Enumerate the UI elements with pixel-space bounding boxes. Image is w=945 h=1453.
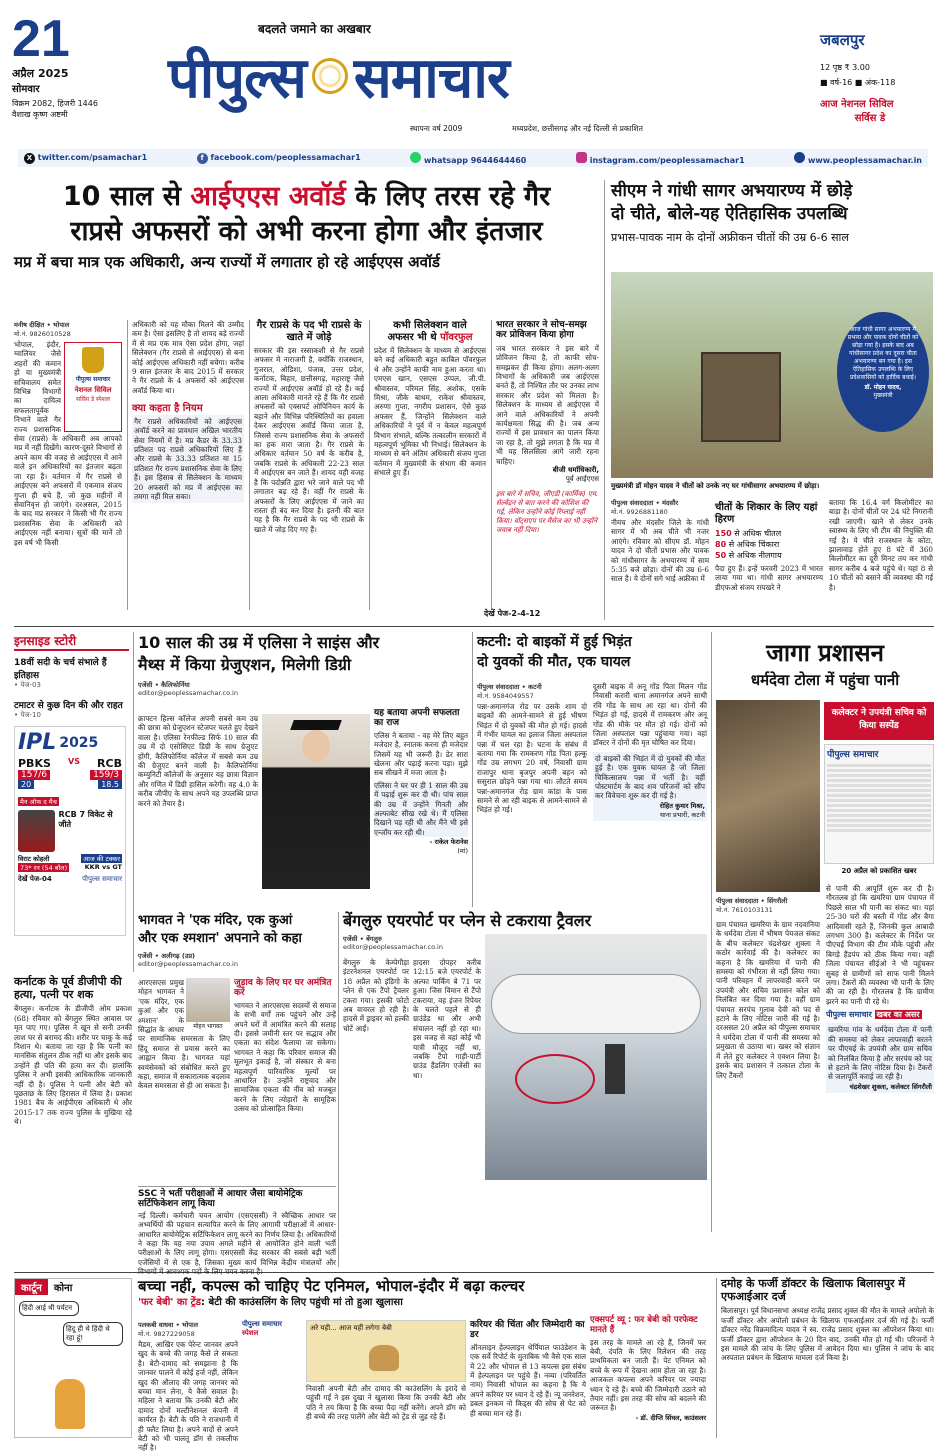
- ssc-headline: SSC ने भर्ती परीक्षाओं में आधार जैसा बायोमेट्रिक सर्टिफिकेशन लागू किया: [138, 1189, 303, 1210]
- ipl-year: 2025: [59, 734, 99, 751]
- cheetah-subhead: प्रभास-पावक नाम के दोनों अफ्रीकन चीतों की उम्र 6-6 साल: [611, 231, 849, 244]
- pet-col2: निवासी अपनी बेटी और दामाद की काउंसलिंग के इरादे से पहुंची गईं ने इस दुखा ने खुलासा किया कि उनकी बेटी और पति ने तय किया है कि बच्चा पैदा नहीं करेंगे। अपने डॉग को ही बच्चे की तरह पालेंगे और बेटी को ट्रेंड से जुड़ रहे हैं।: [306, 1384, 466, 1422]
- katni-headline: कटनी: दो बाइकों में हुई भिड़ंत दो युवकों की मौत, एक घायल: [477, 634, 632, 670]
- lead-col2-text: अधिकारी को यह मौका मिलने की उम्मीद कम है। ऐसा इसलिए है तो शायद बड़े राज्यों में से मप्र एक मात्र ऐसा प्रदेश होगा, जहां सिलेक्शन (गैर राप्रसे से आईएएस) से बना कोई आईएएस अधिकारी नहीं बचेगा। करीब 9 साल इंतजार के बाद 2015 में सरकार ने गैर राप्रसे के 4 अफसरों को आईएएस अवॉर्ड किया था।: [132, 320, 244, 395]
- damoh-story: दमोह के फर्जी डॉक्टर के खिलाफ बिलासपुर में एफआईआर दर्ज बिलासपुर। पूर्व विधानसभा अध्यक्ष राजेंद्र प्रसाद शुक्ल की मौत के मामले अपोलो के फर्जी डॉक्टर और अपोलो प्रबंधन के खिलाफ एफआईआर दर्ज की गई है। फर्जी डॉक्टर नरेंद्र विक्रमादित्य यादव ने स्व. राजेंद्र प्रसाद शुक्ल का ऑपरेशन किया था। फर्जी डॉक्टर द्वारा ऑपरेशन के 20 दिन बाद, उनकी मौत हो गई थी। परिजनों ने इस मामले की जांच के लिए पुलिस में आवेदन दिया था। पुलिस ने जांच के बाद अस्पताल प्रबंधन के खिलाफ मामला दर्ज किया है।: [716, 1278, 934, 1438]
- elisa-sidebar: यह बताया अपनी सफलता का राज एलिस ने बताया - वह मेरे लिए बहुत मजेदार है, स्नातक करना ही मजेदार जिसमें यह भी जरूरी है। ढेर सारा खेलना और पढ़ाई करना पड़ा। मुझे सब सीखने में मजा आता है। एलिसा ने घर पर ही 1 साल की उम्र में पढ़ाई शुरू कर दी थी। पांच साल की उम्र में उन्होंने गिनती और अल्फाबेट सीख रखे थे। मैं एलिसा दिखाने पड़ रही थी और मैंने भी इसे एन्जॉय कर रही थी। - राकेल फेरानेस (मां): [374, 708, 468, 856]
- tagline: बदलते जमाने का अखबार: [258, 22, 371, 36]
- volume-issue: ■ वर्ष-16 ■ अंक-118: [820, 78, 896, 87]
- lead-continue[interactable]: देखें पेज-2-4-12: [484, 609, 541, 618]
- ipl-player-row2: 73* रन (54 बॉल) KKR vs GT: [20, 863, 122, 872]
- bhagwat-headline: भागवत ने 'एक मंदिर, एक कुआं और एक श्मशान' अपनाने को कहा: [138, 913, 302, 946]
- logo-emblem-icon: [312, 58, 348, 94]
- cheetah-col1: पीपुल्स संवाददाता • मंदसौर मो.नं. 9926881180 नीमच और मंदसौर जिले के गांधी सागर में भी अब चीते भी नजर आएंगे। रविवार को सीएम डॉ. मोहन यादव ने दो चीतों प्रभास और पावक को गांधीसागर के अभयारण्य में साम 5:35 बजे छोड़ा। दोनों की उम्र 6-6 साल है। ये दोनों सगे भाई अफ्रीका में: [611, 499, 709, 584]
- plane-headline: बेंगलुरु एयरपोर्ट पर प्लेन से टकराया ट्रैवलर: [343, 911, 592, 930]
- issue: अंक-118: [864, 78, 896, 87]
- lead-col1: [14, 320, 122, 620]
- admin-col2: से पानी की आपूर्ति शुरू कर दी है। गौरतलब हो कि खमरिया ग्राम पंचायत में पिछले साल भी पानी का संकट था। यहां 25-30 घरों की बस्ती में गोंड और बैगा आदिवासी रहते हैं, जिनकी कुल आबादी लगभग 300 है। कलेक्टर के निर्देश पर पीएचई विभाग की टीम मौके पहुंची और बिगड़े हैंडपंप को ठीक किया गया। वहीं जिला पंचायत सीईओ ने भी पहुंचकर सुबह से ग्रामीणों को साफ पानी मिलने लगा। टैंकरों की व्यवस्था भी पानी के लिए की जा रही है। गौरतलब है कि ग्रामीण झरने का पानी पी रहे थे। पीपुल्स समाचार खबर का असर खमरिया गांव के धर्मदेवा टोला में पानी की समस्या को लेकर लापरवाही बरतने पर पीएचई के उपयंत्री और ग्राम सचिव को निलंबित किया है और सरपंच को पद से हटाने के लिए नोटिस दिया है। टैंकरों से जलापूर्ति कराई जा रही है। चंद्रशेखर शुक्ला, कलेक्टर सिंगरौली: [826, 884, 934, 1091]
- col5-sign1: बीजी धर्माधिकारी,: [552, 465, 599, 474]
- pet-col3: करियर की चिंता और जिम्मेदारी का डर ऑनलाइन हेल्पलाइन थेर्पियाल फाउंडेशन के एक सर्वे रिपोर्ट के मुताबिक भी वैसे एक साल में 22 और भोपाल से 13 कपल्स इस संबंध में हेल्पलाइन पर पहुंचे हैं। नव्या (परिवर्तित नाम) निवासी भोपाल का कहना है कि ये अपने करियर पर ध्यान दे रहे हैं। न्यू जनरेशन, डबल इनकम नो किड्स की सोच से पेट को ही बच्चा मान रहे हैं।: [470, 1320, 586, 1418]
- lead-col3-heading: गैर राप्रसे के पद भी राप्रसे के खाते में जोड़े: [256, 320, 362, 343]
- ipl-header: [18, 730, 122, 755]
- cheetah-col3: बताया कि 16.4 वर्ग किलोमीटर का बाड़ा है। दोनों चीतों पर 24 घंटे निगरानी रखी जाएगी। खाने से लेकर उनके स्वास्थ्य के लिए भी टीम की नियुक्ति की गई है। ये चीते राजस्थान के कोटा, झालावाड़ होते हुए 8 घंटे में 360 किलोमीटर का दूरी मिनट तय कर गांधी सागर करीब 4 बजे पहुंचे थे। यहां 8 से 10 चीतों को बसाने की व्यवस्था की गई है।: [829, 498, 933, 592]
- facebook-link[interactable]: f facebook.com/peoplessamachar1: [197, 153, 361, 164]
- admin-headline2: धर्मदेवा टोला में पहुंचा पानी: [750, 670, 900, 689]
- katni-col1: पीपुल्स संवाददाता • कटनी मो.नं. 9584049557 पन्ना-अमानगंज रोड पर उसके शाम दो बाइकों की आमने-सामने से हुई भीषण भिड़ंत में दो युवकों की मौत हो गई। हादसे में गंभीर घायल का इलाज जिला अस्पताल पन्ना में चल रहा है। घटना के संबंध में बताया गया कि रामकरण गोंड पिता हल्कू गोंड उम्र लगभग 20 वर्ष, निवासी ग्राम राजापुर थाना बृजपुर अपनी बहन को ससुराल छोड़ने पन्ना गया था। लौटते समय पन्ना-अमानगंज रोड़ ग्राम कांडा के पास सामने से आ रही बाइक से आमने-सामने से भिड़ंत हो गई।: [477, 683, 587, 815]
- instagram-link[interactable]: instagram.com/peoplessamachar1: [576, 152, 745, 165]
- lead-col5-heading: भारत सरकार ने सोच-समझ कर प्रोविजन किया होगा: [496, 320, 587, 341]
- bhagwat-col1: मोहन भागवत आरएसएस प्रमुख मोहन भागवत ने 'एक मंदिर, एक कुआं और एक श्मशान' के सिद्धांत के आधार पर सामाजिक समरसता के लिए हिंदू समाज से प्रयास करने का आह्वान किया है। भागवत यहां स्वयंसेवकों को संबोधित करते हुए कहा, समाज में सकारात्मक बदलाव केवल समरसता से ही आ सकता है।: [138, 978, 230, 1091]
- lead-mobile: मो.नं. 9826010528: [14, 330, 71, 338]
- ipl-box: IPL 2025 PBKS VS RCB 157/6 159/3 20 18.5 मैन ऑफ द मैच RCB 7 विकेट से जीते विराट कोहली आज की टक्कर 73* रन (54 बॉल) KKR vs GT देखें पेज-04 पीपुल्स समाचार: [14, 726, 126, 936]
- date-weekday: सोमवार: [12, 84, 40, 95]
- admin-clip-label: 20 अप्रैल को प्रकाशित खबर: [841, 867, 917, 875]
- plane-fuselage: [491, 974, 701, 1034]
- instagram-icon: [576, 152, 587, 163]
- katni-story: [477, 632, 707, 907]
- prey-row: 80 से अधिक चिंकारा: [715, 540, 780, 549]
- cheetah-col1-text: नीमच और मंदसौर जिले के गांधी सागर में भी अब चीते भी नजर आएंगे। रविवार को सीएम डॉ. मोहन यादव ने दो चीतों प्रभास और पावक को गांधीसागर के अभयारण्य में साम 5:35 बजे छोड़ा। दोनों की उम्र 6-6 साल है। ये दोनों सगे भाई अफ्रीका में: [611, 518, 709, 584]
- rule-heading: क्या कहता है नियम: [132, 403, 203, 415]
- cartoon-box: कार्टून कोना हिंदी आई थी पर्यटन हिंदू ही थे हिंदी थे रहा हूं!: [14, 1278, 132, 1438]
- elisa-photo: [262, 714, 370, 889]
- lead-col3-text: सरकार की इस रस्साकशी से गैर राप्रसे अफसर मे नाराजगी है, क्योंकि राजस्थान, गुजरात, ओडिशा, पंजाब, उत्तर प्रदेश, कर्नाटक, बिहार, छत्तीसगढ़, महाराष्ट्र जैसे राज्यों में आईएएस अवॉर्ड हो रहे हैं। कई आला अधिकारी मानते रहे हैं कि गैर राप्रसे अफसरों को एक्सपर्ट ओपिनियन कार्य के बहाने और विभिन्न परिस्थितियों का हवाला देकर आईएएस अवॉर्ड किया जाता है, जिससे राज्य प्रशासनिक सेवा के अफसरों का हक मारा जाता है। गैर राप्रसे के अधिकार वर्तमान 50 वर्ष के करीब है, जबकि राप्रसे के अधिकारी 22-23 साल में आईएएस बन जाते हैं। शायद यही वजह है कि पदोन्नति द्वारा भरे जाने वाले पद भी लगातार बढ़ रहे हैं। वहीं गैर राप्रसे के अफसरों के लिए आईएएस में जाने का रास्ता ही बंद कर दिया है। इतनी की बात यह है कि गैर राप्रसे के पद भी राप्रसे के खाते में जोड़ दिए गए हैं।: [254, 346, 364, 534]
- admin-clipping: पीपुल्स समाचार: [824, 744, 934, 864]
- ipl-scores: 157/6 159/3: [18, 770, 122, 780]
- inside-item2[interactable]: टमाटर से कुछ दिन की और राहत • पेज-10: [14, 701, 123, 719]
- twitter-link[interactable]: X twitter.com/psamachar1: [24, 153, 147, 164]
- pet-cartoon: अरे यही... आज यहीं लगेगा बेबी: [306, 1320, 466, 1382]
- founded: स्थापना वर्ष 2009: [410, 124, 463, 133]
- ipl-teams: PBKS VS RCB: [18, 757, 122, 770]
- website-link[interactable]: www.peoplessamachar.in: [794, 152, 922, 165]
- plane-story: बेंगलुरु एयरपोर्ट पर प्लेन से टकराया ट्रैवलर एजेंसी • बेंगलुरु editor@peoplessamachar.co.in बेंगलुरु के केम्पेगौड़ा इंटरनेशनल एयरपोर्ट पर 18 अप्रैल को इंडिगो के प्लेन से एक टैंपो ट्रैवलर टकरा गया। इसकी फोटो अब वायरल हो रही है। हादसे में ड्राइवर को हल्की चोटें आईं। हादसा दोपहर करीब 12:15 बजे एयरपोर्ट के अल्फा पार्किंग बे 71 पर हुआ। जिस विमान से टैंपो टकराया, वह इंजन रिपेयर के चलते पहले से ही ग्राउंडेड था और अभी संचालन नहीं हो रहा था। इस वजह से वहां कोई भी यात्री मौजूद नहीं था, जबकि टैंपो गाड़ी-पार्टी ग्राउंड हैंडलिंग एजेंसी का था।: [343, 912, 707, 1182]
- lead-subhead: मप्र में बचा मात्र एक अधिकारी, अन्य राज्यों में लगातार हो रहे आईएएस अवॉर्ड: [14, 253, 440, 271]
- ipl-player-row: विराट कोहली आज की टक्कर: [18, 855, 120, 863]
- face: [302, 730, 330, 762]
- graduation-cap-icon: [290, 720, 342, 730]
- pet-col1: पलकबी वाधवा • भोपाल मो.नं. 9827229058 मैडम, आखिर एक पेरेन्ट जानवर अपने खुद के बच्चे की जगह कैसे ले सकता है। बेटी-दामाद को समझाना है कि जानवर पालने में कोई हर्ज नहीं, लेकिन खुद की औलाद की जगह जानवर को बच्चा मान लेना, ये कैसे सवाल है। महिला ने बताया कि उनकी बेटी और दामाद दोनों मल्टीनेशनल कंपनी में कार्यरत हैं। बेटी के पति ने राजधानी में ही फ्लैट लिया है। अपने वादों से अपने बेटी को भी पालतू डॉग से तकलीफ नहीं है।: [138, 1321, 238, 1453]
- title-right: समाचार: [353, 46, 509, 111]
- lead-col2: [132, 320, 244, 620]
- admin-col1: ग्राम पंचायत खमरिया के ग्राम नदवानिया के धर्मदेवा टोला में भीषण पेयजल संकट के बीच कलेक्टर चंद्रशेखर शुक्ला ने कठोर कार्रवाई की है। कलेक्टर का कहना है कि खमरिया में पानी की समस्या को गंभीरता से नहीं लिया गया। पानी परिवहन में लापरवाही करने पर उपयंत्री और सचिव प्रशासन कोल को निलंबित कर दिया गया है। वहीं ग्राम पंचायत सरपंच गुलाब देवी को पद से हटाने के लिए नोटिस जारी की गई है। दरअसल 20 अप्रैल को पीपुल्स समाचार ने धर्मदेवा टोला में पानी की समस्या को प्रमुखता से उठाया था। खबर को संज्ञान में लेते हुए कलेक्टर ने एक्शन लिया है। इसके बाद प्रशासन ने तत्काल टोला के लिए टैंकरों: [716, 920, 820, 1080]
- admin-collector-box: खमरिया गांव के धर्मदेवा टोला में पानी की समस्या को लेकर लापरवाही बरतने पर पीएचई के उपयंत्री और ग्राम सचिव को निलंबित किया है और सरपंच को पद से हटाने के लिए नोटिस दिया है। टैंकरों से जलापूर्ति कराई जा रही है। चंद्रशेखर शुक्ला, कलेक्टर सिंगरौली: [828, 1025, 932, 1091]
- globe-icon: [794, 152, 805, 163]
- admin-headline: जागा प्रशासन: [766, 639, 884, 667]
- cheetah-quote-bubble: आज गांधी सागर अभयारण्य में प्रभास और पावक दोनों चीतों को छोड़ा गया है। इसके बाद अब गांधीसागर प्रदेश का दूसरा चीता अभयारण्य बन गया है। इस ऐतिहासिक उपलब्धि के लिए प्रदेशवासियों को हार्दिक बधाई। डॉ. मोहन यादव, मुख्यमंत्री: [837, 312, 929, 432]
- title-left: पीपुल्स: [168, 46, 306, 111]
- lead-headline-line2: राप्रसे अफसरों को अभी करना होगा और इंतजार: [70, 216, 543, 247]
- ipl-logo: IPL: [18, 730, 57, 755]
- date-samvat: विक्रम 2082, हिजरी 1446: [12, 99, 98, 108]
- date-block: [12, 10, 122, 144]
- karnataka-story: कर्नाटक के पूर्व डीजीपी की हत्या, पत्नी पर शक बेंगलुरु। कर्नाटक के डीजीपी ओम प्रकाश (68) रविवार को बेंगलुरु स्थित आवास पर मृत पाए गए। पुलिस ने खून से सनी उनकी लाश घर से बरामद की। शरीर पर चाकू के कई निशान थे। बताया जा रहा है कि पत्नी का मानसिक संतुलन ठीक नहीं था और इसके बाद उन्होंने ही पति की हत्या कर दी। हालांकि पुलिस ने अभी इसकी आधिकारिक जानकारी नहीं दी है। पुलिस ने पत्नी और बेटी को पूछताछ के लिए हिरासत में लिया है। प्रकाश 1981 बैच के आईपीएस अधिकारी थे और 2015-17 तक राज्य पुलिस के मुखिया रहे थे।: [14, 975, 132, 1127]
- clipping-text-lines: [827, 764, 931, 834]
- today-line1: आज नेशनल सिविल: [820, 99, 894, 110]
- cartoon-header: कार्टून कोना: [15, 1279, 131, 1295]
- elisa-headline: 10 साल की उम्र में एलिसा ने साइंस और मैथ्स में किया ग्रेजुएशन, मिलेगी डिग्री: [138, 633, 380, 674]
- player-photo: [18, 810, 55, 852]
- admin-story: [716, 640, 934, 1240]
- plane-wheel: [605, 1044, 625, 1094]
- ssc-content: SSC ने भर्ती परीक्षाओं में आधार जैसा बायोमेट्रिक सर्टिफिकेशन लागू किया नई दिल्ली। कर्मचारी चयन आयोग (एसएससी) ने स्वैच्छिक आधार पर अभ्यर्थियों की पहचान सत्यापित करने के लिए आगामी परीक्षाओं में आधार-आधारित बायोमेट्रिक सर्टिफिकेशन लागू करने का निर्णय लिया है। अधिकारियों ने कहा कि यह नया उपाय अगले महीने से आयोजित होने वाली भर्ती परीक्षाओं के लिए लागू होगा। एसएससी केंद्र सरकार की सबसे बड़ी भर्ती एजेंसियों में से एक है, जिसका मुख्य कार्य विभिन्न केंद्रीय मंत्रालयों और विभागों में आवश्यक पदों के लिए चयन करना है।: [138, 1186, 336, 1270]
- inside-item1[interactable]: 18वीं सदी के चर्च संभाले हैं इतिहास • पेज-03: [14, 658, 107, 689]
- lead-col1-text: भोपाल, इंदौर, ग्वालियर जैसे शहरों की कमान हो या मुख्यमंत्री सचिवालय समेत विभिन्न विभागों का दायित्व सफलतापूर्वक निभाने वाले गैर राज्य प्रशासनिक सेवा (राप्रसे) के अधिकारी अब आपको मप्र में नहीं दिखेंगे। कारण-दूसरे विभागों से अपने काम की वजह से आईएएस में आने वाले इन अधिकारियों का इंतजार बढ़ता जा रहा है। वर्तमान में गैर राप्रसे से आईएएस बने अफसरों में एकमात्र संजय गुप्ता ही बचे हैं, जो कुछ महीनों में सेवानिवृत्त हो जाएंगे। दरअसल, 2015 के बाद मप्र सरकार ने किसी भी गैर राज्य प्रशासनिक सेवा के अधिकारी को आईएएस नहीं बनाया। सूत्रों की मानें तो इस वर्ष भी किसी: [14, 340, 122, 547]
- plane-photo: [485, 934, 707, 1180]
- col5-sign2: पूर्व आईएएस: [565, 474, 599, 483]
- pet-badge: पीपुल्स समाचार स्पेशल: [242, 1320, 283, 1337]
- pet-columns: [138, 1315, 706, 1453]
- katni-police-box: दो बाइकों की भिड़ंत में दो युवकों की मौत हुई है। एक युवक घायल है जो जिला चिकित्सालय पन्ना में भर्ती है। वहीं पोस्टमार्टम के बाद शव परिजनों को सौंप कर विवेचना शुरू कर दी गई है। रोहित कुमार मिश्रा, थाना प्रभारी, कटनी: [595, 753, 705, 819]
- lead-headline: 10 साल से आईएएस अवॉर्ड के लिए तरस रहे गैर: [62, 181, 551, 212]
- admin-byline: पीपुल्स संवाददाता • सिंगरौली मो.नं. 7610103131: [716, 897, 788, 914]
- lead-col4-text: प्रदेश में सिलेक्शन के माध्यम से आईएएस बने कई अधिकारी बहुत काबिल पॉवरफुल थे और उन्होंने काफी नाम हुआ करता था। एमएस खान, एसएस उप्पल, जी.पी. श्रीवास्तव, परिमल सिंह, अशोक, एसके मिश्रा, जीके बाथम, राकेश श्रीवास्तव, अरुणा गुप्ता, नगरीय प्रशासन, ऐसे कुछ अफसर हैं, जिन्होंने सिलेक्शन वाले अधिकारियों ने पूर्व में न केवल महत्वपूर्ण विभाग संभाले, बल्कि तत्कालीन सरकारों में महत्वपूर्ण भूमिका भी निभाई। सिलेक्शन के माध्यम से बने अंतिम अधिकारी संजय गुप्ता वर्तमान में मुख्यमंत्री के संभाग की कमान संभाले हुए हैं।: [374, 346, 486, 478]
- edition-info: [820, 30, 940, 130]
- date-tithi: वैशाख कृष्ण अष्टमी: [12, 110, 68, 119]
- dog-icon: [369, 1345, 399, 1371]
- bhagwat-photo: मोहन भागवत: [186, 978, 230, 1030]
- date-day: 21: [12, 10, 70, 68]
- published-from: मध्यप्रदेश, छत्तीसगढ़ और नई दिल्ली से प्रकाशित: [512, 124, 643, 133]
- masthead-title: [168, 36, 778, 116]
- bhagwat-story: भागवत ने 'एक मंदिर, एक कुआं और एक श्मशान' अपनाने को कहा एजेंसी • अलीगढ़ (उप्र) editor@peoplessamachar.co.in मोहन भागवत आरएसएस प्रमुख मोहन भागवत ने 'एक मंदिर, एक कुआं और एक श्मशान' के सिद्धांत के आधार पर सामाजिक समरसता के लिए हिंदू समाज से प्रयास करने का आह्वान किया है। भागवत यहां स्वयंसेवकों को संबोधित करते हुए कहा, समाज में सकारात्मक बदलाव केवल समरसता से ही आ सकता है। जुड़ाव के लिए घर घर अमंत्रित करें भागवत ने आरएसएस सदस्यों से समाज के सभी वर्गों तक पहुंचने और उन्हें अपने घरों में आमंत्रित करने की सलाह दी। इससे जमीनी स्तर पर सद्भाव और एकता का संदेश फैलाया जा सकेगा। भागवत ने कहा कि परिवार समाज की मूलभूत इकाई है, जो संस्कार से बना महत्वपूर्ण पारिवारिक मूल्यों पर आधारित है। उन्होंने राष्ट्रवाद और सामाजिक एकता की नींव को मजबूत करने के लिए त्योहारों के सामूहिक उत्सव को प्रोत्साहित किया।: [138, 912, 336, 1267]
- cheetah-headline: सीएम ने गांधी सागर अभयारण्य में छोड़े दो चीते, बोले-यह ऐतिहासिक उपलब्धि: [611, 181, 853, 224]
- whatsapp-link[interactable]: whatsapp 9644644460: [410, 152, 526, 165]
- lead-byline: मनीष दीक्षित • भोपाल: [14, 321, 70, 329]
- elisa-story: 10 साल की उम्र में एलिसा ने साइंस और मैथ्स में किया ग्रेजुएशन, मिलेगी डिग्री एजेंसी • कैलिफोर्निया editor@peoplessamachar.co.in क्राफ्टन हिल्स कॉलेज अपनी सबसे कम उम्र की छात्रा को ग्रेजुएशन स्टेजपर चलते हुए देखने वाला है। एलिसा रेनफील्ड सिर्फ 10 साल की उम्र में दो एसोसिएट डिग्री के साथ ग्रेजुएट होंगी, कैलिफोर्निया कॉलेज में सबसे कम उम्र की ग्रेजुएट बनने वाली है। कैलिफोर्निया कम्युनिटी कॉलेजों के अनुसार यह छात्रा विज्ञान और गणित में डिग्री हासिल करेगी। वह 4.0 के करीब जीपीए के साथ अपने यह उपलब्धि प्राप्त करने को तैयार है। यह बताया अपनी सफलता का राज एलिस ने बताया - वह मेरे लिए बहुत मजेदार है, स्नातक करना ही मजेदार जिसमें यह भी जरूरी है। ढेर सारा खेलना और पढ़ाई करना पड़ा। मुझे सब सीखने में मजा आता है। एलिसा ने घर पर ही 1 साल की उम्र में पढ़ाई शुरू कर दी थी। पांच साल की उम्र में उन्होंने गिनती और अल्फाबेट सीख रखे थे। मैं एलिसा दिखाने पड़ रही थी और मैंने भी इसे एन्जॉय कर रही थी। - राकेल फेरानेस (मां): [138, 632, 468, 907]
- highlight-circle: [515, 1054, 595, 1104]
- prey-row: 150 से अधिक चीतल: [715, 529, 782, 538]
- lead-col4: [374, 320, 486, 620]
- social-bar: [18, 149, 928, 167]
- lead-col5: [496, 320, 599, 620]
- inside-story-title: इनसाइड स्टोरी: [14, 632, 129, 651]
- damoh-headline: दमोह के फर्जी डॉक्टर के खिलाफ बिलासपुर में एफआईआर दर्ज: [721, 1277, 905, 1303]
- admin-impact-badge: पीपुल्स समाचार खबर का असर: [826, 1010, 920, 1020]
- lead-col3: [254, 320, 364, 620]
- today-line2: सर्विस डे: [854, 113, 886, 124]
- cartoon-figure: [55, 1379, 85, 1429]
- admin-suspend-box: कलेक्टर ने उपयंत्री सचिव को किया सस्पेंड: [824, 702, 934, 740]
- cheetah-caption: मुख्यमंत्री डॉ मोहन यादव ने चीतों को उनके नए घर गांधीसागर अभयारण्य में छोड़ा।: [611, 482, 820, 490]
- karnataka-headline: कर्नाटक के पूर्व डीजीपी की हत्या, पत्नी पर शक: [14, 975, 122, 1001]
- left-sidebar: [14, 632, 129, 972]
- ipl-footer: देखें पेज-04 पीपुल्स समाचार: [18, 875, 122, 883]
- cheetah-crate: [701, 352, 781, 442]
- col5-note: इस बारे में सचिव, जीएडी (कार्मिक) एम. सेल्वेंद्रन से बात करने की कोशिश की गई, लेकिन उन्होंने कोई रिप्लाई नहीं किया। वॉट्सएप पर मैसेज का भी उन्होंने जवाब नहीं दिया।: [496, 489, 599, 534]
- ipl-overs: 20 18.5: [18, 780, 122, 789]
- vs-icon: VS: [68, 757, 80, 766]
- pages-price: 12 पृष्ठ ₹ 3.00: [820, 63, 870, 72]
- x-icon: X: [24, 153, 35, 164]
- elisa-col1: क्राफ्टन हिल्स कॉलेज अपनी सबसे कम उम्र की छात्रा को ग्रेजुएशन स्टेजपर चलते हुए देखने वाला है। एलिसा रेनफील्ड सिर्फ 10 साल की उम्र में दो एसोसिएट डिग्री के साथ ग्रेजुएट होंगी, कैलिफोर्निया कॉलेज में सबसे कम उम्र की ग्रेजुएट बनने वाली है। कैलिफोर्निया कम्युनिटी कॉलेजों के अनुसार यह छात्रा विज्ञान और गणित में डिग्री हासिल करेगी। वह 4.0 के करीब जीपीए के साथ अपने यह उपलब्धि प्राप्त करने को तैयार है।: [138, 714, 258, 808]
- pet-subhead: 'फर बेबी' का ट्रेंड: बेटी की काउंसलिंग के लिए पहुंची मां तो हुआ खुलासा: [138, 1297, 403, 1309]
- cheetah-prey-box: चीतों के शिकार के लिए यहां हिरण 150 से अधिक चीतल 80 से अधिक चिंकारा 50 से अधिक नीलगाय पैदा हुए हैं। इन्हें फरवरी 2023 में भारत लाया गया था। गांधी सागर अभयारण्य डीएफओ संजय रायखरे ने: [715, 502, 823, 592]
- cheetah-photo: [611, 272, 933, 478]
- volume: वर्ष-16: [830, 78, 853, 87]
- rule-text: गैर राप्रसे अधिकारियों को आईएएस अवॉर्ड करने का प्रावधान अखिल भारतीय सेवा नियमों में है। मप्र कैडर के 33.33 प्रतिशत पद राप्रसे अधिकारियों लिए हैं और राप्रसे के 33.33 प्रतिशत या 15 प्रतिशत गैर राज्य प्रशासनिक सेवा के लिए हैं। इस हिसाब से सिलेक्शन के माध्यम 20 अफसरों को मप्र में आईएएस का तमगा नहीं मिल सका।: [132, 415, 244, 504]
- whatsapp-icon: [410, 152, 421, 163]
- prey-row: 50 से अधिक नीलगाय: [715, 551, 782, 560]
- bhagwat-col2: जुड़ाव के लिए घर घर अमंत्रित करें भागवत ने आरएसएस सदस्यों से समाज के सभी वर्गों तक पहुंचने और उन्हें अपने घरों में आमंत्रित करने की सलाह दी। इससे जमीनी स्तर पर सद्भाव और एकता का संदेश फैलाया जा सकेगा। भागवत ने कहा कि परिवार समाज की मूलभूत इकाई है, जो संस्कार से बना महत्वपूर्ण पारिवारिक मूल्यों पर आधारित है। उन्होंने राष्ट्रवाद और सामाजिक एकता की नींव को मजबूत करने के लिए त्योहारों के सामूहिक उत्सव को प्रोत्साहित किया।: [234, 978, 336, 1114]
- cheetah-story: [604, 180, 934, 620]
- emblem-icon: [82, 347, 104, 373]
- facebook-icon: f: [197, 153, 208, 164]
- masthead: [0, 0, 945, 146]
- admin-photo: [716, 700, 820, 892]
- edition-city: जबलपुर: [820, 31, 865, 49]
- plane-col2: हादसा दोपहर करीब 12:15 बजे एयरपोर्ट के अल्फा पार्किंग बे 71 पर हुआ। जिस विमान से टैंपो टकराया, वह इंजन रिपेयर के चलते पहले से ही ग्राउंडेड था और अभी संचालन नहीं हो रहा था। इस वजह से वहां कोई भी यात्री मौजूद नहीं था, जबकि टैंपो गाड़ी-पार्टी ग्राउंड हैंडलिंग एजेंसी का था।: [413, 958, 481, 1080]
- plane-col1: बेंगलुरु के केम्पेगौड़ा इंटरनेशनल एयरपोर्ट पर 18 अप्रैल को इंडिगो के प्लेन से एक टैंपो ट्रैवलर टकरा गया। इसकी फोटो अब वायरल हो रही है। हादसे में ड्राइवर को हल्की चोटें आईं।: [343, 958, 409, 1033]
- katni-col2: दूसरी बाइक में अनू गोंड पिता मिलन गोंड निवासी करारी थाना अमानगंज अपने साथी रवि गोंड के साथ आ रहा था। दोनों की भिड़ंत हो गई, हादसे में रामकरण और अनू गोंड की मौके पर मौत हो गई। दोनों को जिला अस्पताल पन्ना पहुंचाया गया। वहां डॉक्टर ने दोनों की मृत घोषित कर दिया। दो बाइकों की भिड़ंत में दो युवकों की मौत हुई है। एक युवक घायल है जो जिला चिकित्सालय पन्ना में भर्ती है। वहीं पोस्टमार्टम के बाद शव परिजनों को सौंप कर विवेचना शुरू कर दी गई है। रोहित कुमार मिश्रा, थाना प्रभारी, कटनी: [593, 682, 707, 819]
- lead-col5-text: जब भारत सरकार ने इस बारे में प्रोविजन किया है, तो काफी सोच-समझकर ही किया होगा। अलग-अलग विभागों के अधिकारी जब आईएएस बनते हैं, तो निश्चित तौर पर उनका लाभ सरकार और प्रदेश को मिलता है। सिलेक्शन के माध्यम से आईएएस में आने वाले अधिकारियों ने अपनी कार्यक्षमता सिद्ध की है। जब अन्य राज्यों में इस प्रावधान का पालन किया जा रहा है, तो मुझे लगता है कि मप्र में भी यह सिलसिला आगे जारी रहना चाहिए।: [496, 343, 599, 466]
- lead-col4-heading: कभी सिलेक्शन वाले अफसर भी थे पॉवरफुल: [387, 320, 473, 343]
- civil-service-badge: पीपुल्स समाचार नेशनल सिविल सर्विस डे स्पेशल: [64, 342, 122, 432]
- lead-story: [14, 180, 599, 620]
- pet-headline: बच्चा नहीं, कपल्स को चाहिए पेट एनिमल, भोपाल-इंदौर में बढ़ा कल्चर: [138, 1277, 525, 1295]
- ipl-mom: RCB 7 विकेट से जीते: [18, 810, 122, 852]
- pet-col4: एक्सपर्ट व्यू : फर बेबी को परफेक्ट मानते हैं इस तरह के मामले आ रहे हैं, जिनमें फर बेबी, दंपति के लिए रिलेशन की तरह प्राथमिकता बन जाती हैं। पेट एनिमल को बच्चे के रूप में देखना आम होता जा रहा है। आजकल कपल्स अपने करियर पर ज्यादा ध्यान दे रहे हैं। बच्चे की जिम्मेदारी उठाने को तैयार नहीं। इस तरह की सोच को बदलने की जरूरत है। - डॉ. दीप्ति सिंघल, काउंसलर: [590, 1315, 706, 1422]
- date-month: अप्रैल 2025: [12, 67, 69, 80]
